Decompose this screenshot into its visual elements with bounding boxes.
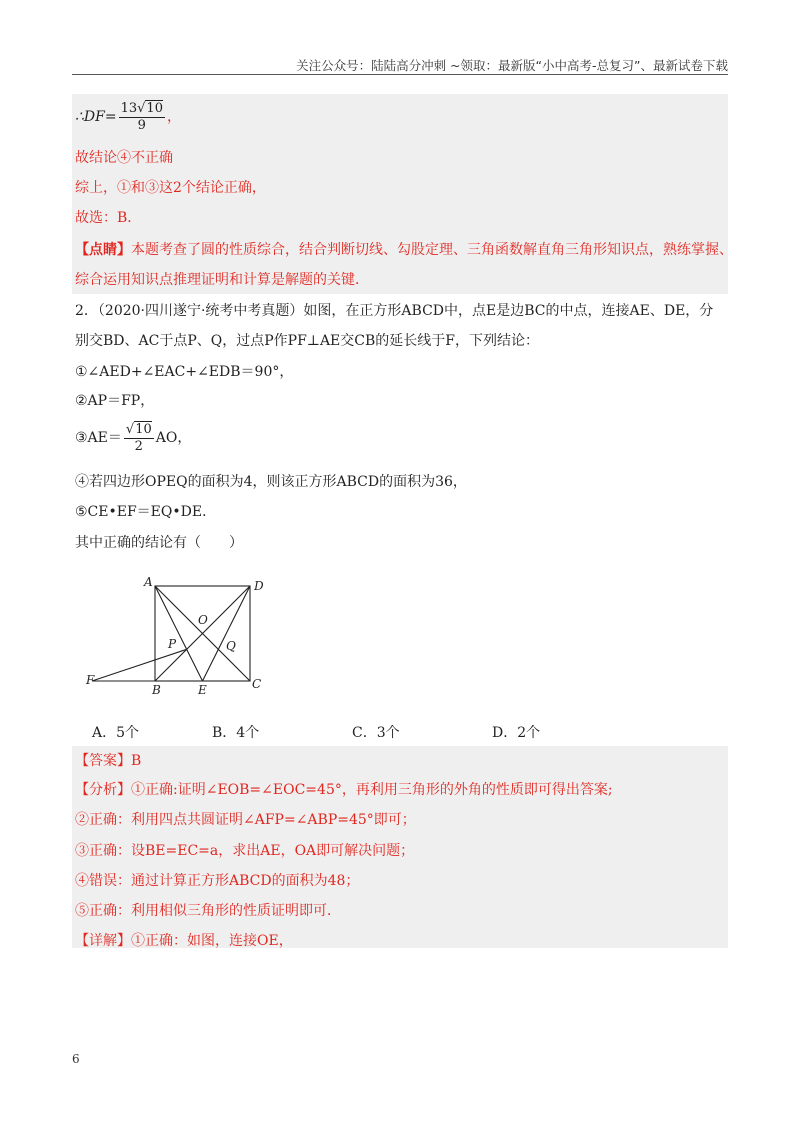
- analysis-4: ④错误：通过计算正方形ABCD的面积为48；: [75, 873, 360, 889]
- statement-5: ⑤CE•EF＝EQ•DE．: [75, 504, 217, 520]
- analysis-3: ③正确：设BE=EC=a，求出AE，OA即可解决问题；: [75, 843, 415, 859]
- label-f: F: [86, 673, 95, 687]
- answer-line: 【答案】B: [75, 753, 142, 769]
- question-line-2: 别交BD、AC于点P、Q，过点P作PF⊥AE交CB的延长线于F，下列结论：: [75, 333, 539, 349]
- df-equation: [75, 100, 181, 134]
- tip-line-2: 综合运用知识点推理证明和计算是解题的关键．: [75, 272, 369, 288]
- statement-2: ②AP＝FP，: [75, 393, 155, 409]
- choice-line: 故选：B．: [75, 210, 142, 226]
- df-suffix: ，: [166, 109, 181, 125]
- label-q: Q: [226, 639, 236, 653]
- df-fraction: $\frac{13√10}{9}$: [120, 101, 163, 133]
- summary-line: 综上，①和③这2个结论正确，: [75, 180, 266, 196]
- choice-c: C．3个: [352, 725, 400, 741]
- choice-d: D．2个: [492, 725, 541, 741]
- segment-pf: [92, 649, 187, 681]
- label-e: E: [198, 683, 207, 696]
- tip-tag: 【点睛】: [75, 242, 131, 258]
- label-a: A: [144, 575, 153, 589]
- statement-4: ④若四边形OPEQ的面积为4，则该正方形ABCD的面积为36，: [75, 474, 467, 490]
- label-b: B: [152, 683, 161, 696]
- choice-a: A．5个: [92, 725, 140, 741]
- header-rule: [72, 74, 728, 75]
- df-prefix: ∴DF=: [75, 109, 117, 125]
- s3-fraction: $\frac{√10}{2}$: [125, 422, 152, 454]
- label-p: P: [168, 637, 177, 651]
- page-number: 6: [72, 1052, 80, 1066]
- question-line-1: 2．（2020·四川遂宁·统考中考真题）如图，在正方形ABCD中，点E是边BC的中点，连接AE、DE，分: [75, 303, 714, 319]
- segment-ae: [155, 586, 203, 681]
- statement-1: ①∠AED+∠EAC+∠EDB＝90°，: [75, 364, 294, 380]
- label-o: O: [198, 613, 208, 627]
- analysis-2: ②正确：利用四点共圆证明∠AFP=∠ABP=45°即可；: [75, 812, 416, 828]
- geometry-figure: [82, 572, 282, 696]
- analysis-5: ⑤正确：利用相似三角形的性质证明即可．: [75, 903, 341, 919]
- label-c: C: [252, 677, 262, 691]
- detail-line: 【详解】①正确：如图，连接OE，: [75, 933, 293, 949]
- segment-de: [203, 586, 251, 681]
- statement-3: ③AE＝ $\frac{√10}{2}$ AO，: [75, 422, 192, 454]
- label-d: D: [254, 579, 264, 593]
- analysis-1: 【分析】①正确:证明∠EOB=∠EOC=45°，再利用三角形的外角的性质即可得出答案;: [75, 782, 613, 798]
- question-ask: 其中正确的结论有（ ）: [75, 535, 243, 551]
- page-header: 关注公众号：陆陆高分冲刺 ~领取：最新版“小中高考-总复习”、最新试卷下载: [296, 58, 728, 73]
- choice-b: B．4个: [212, 725, 260, 741]
- tip-line-1: 【点睛】本题考查了圆的性质综合，结合判断切线、勾股定理、三角函数解直角三角形知识点，熟练掌握、: [75, 242, 733, 258]
- conclusion-4-incorrect: 故结论④不正确: [75, 150, 173, 166]
